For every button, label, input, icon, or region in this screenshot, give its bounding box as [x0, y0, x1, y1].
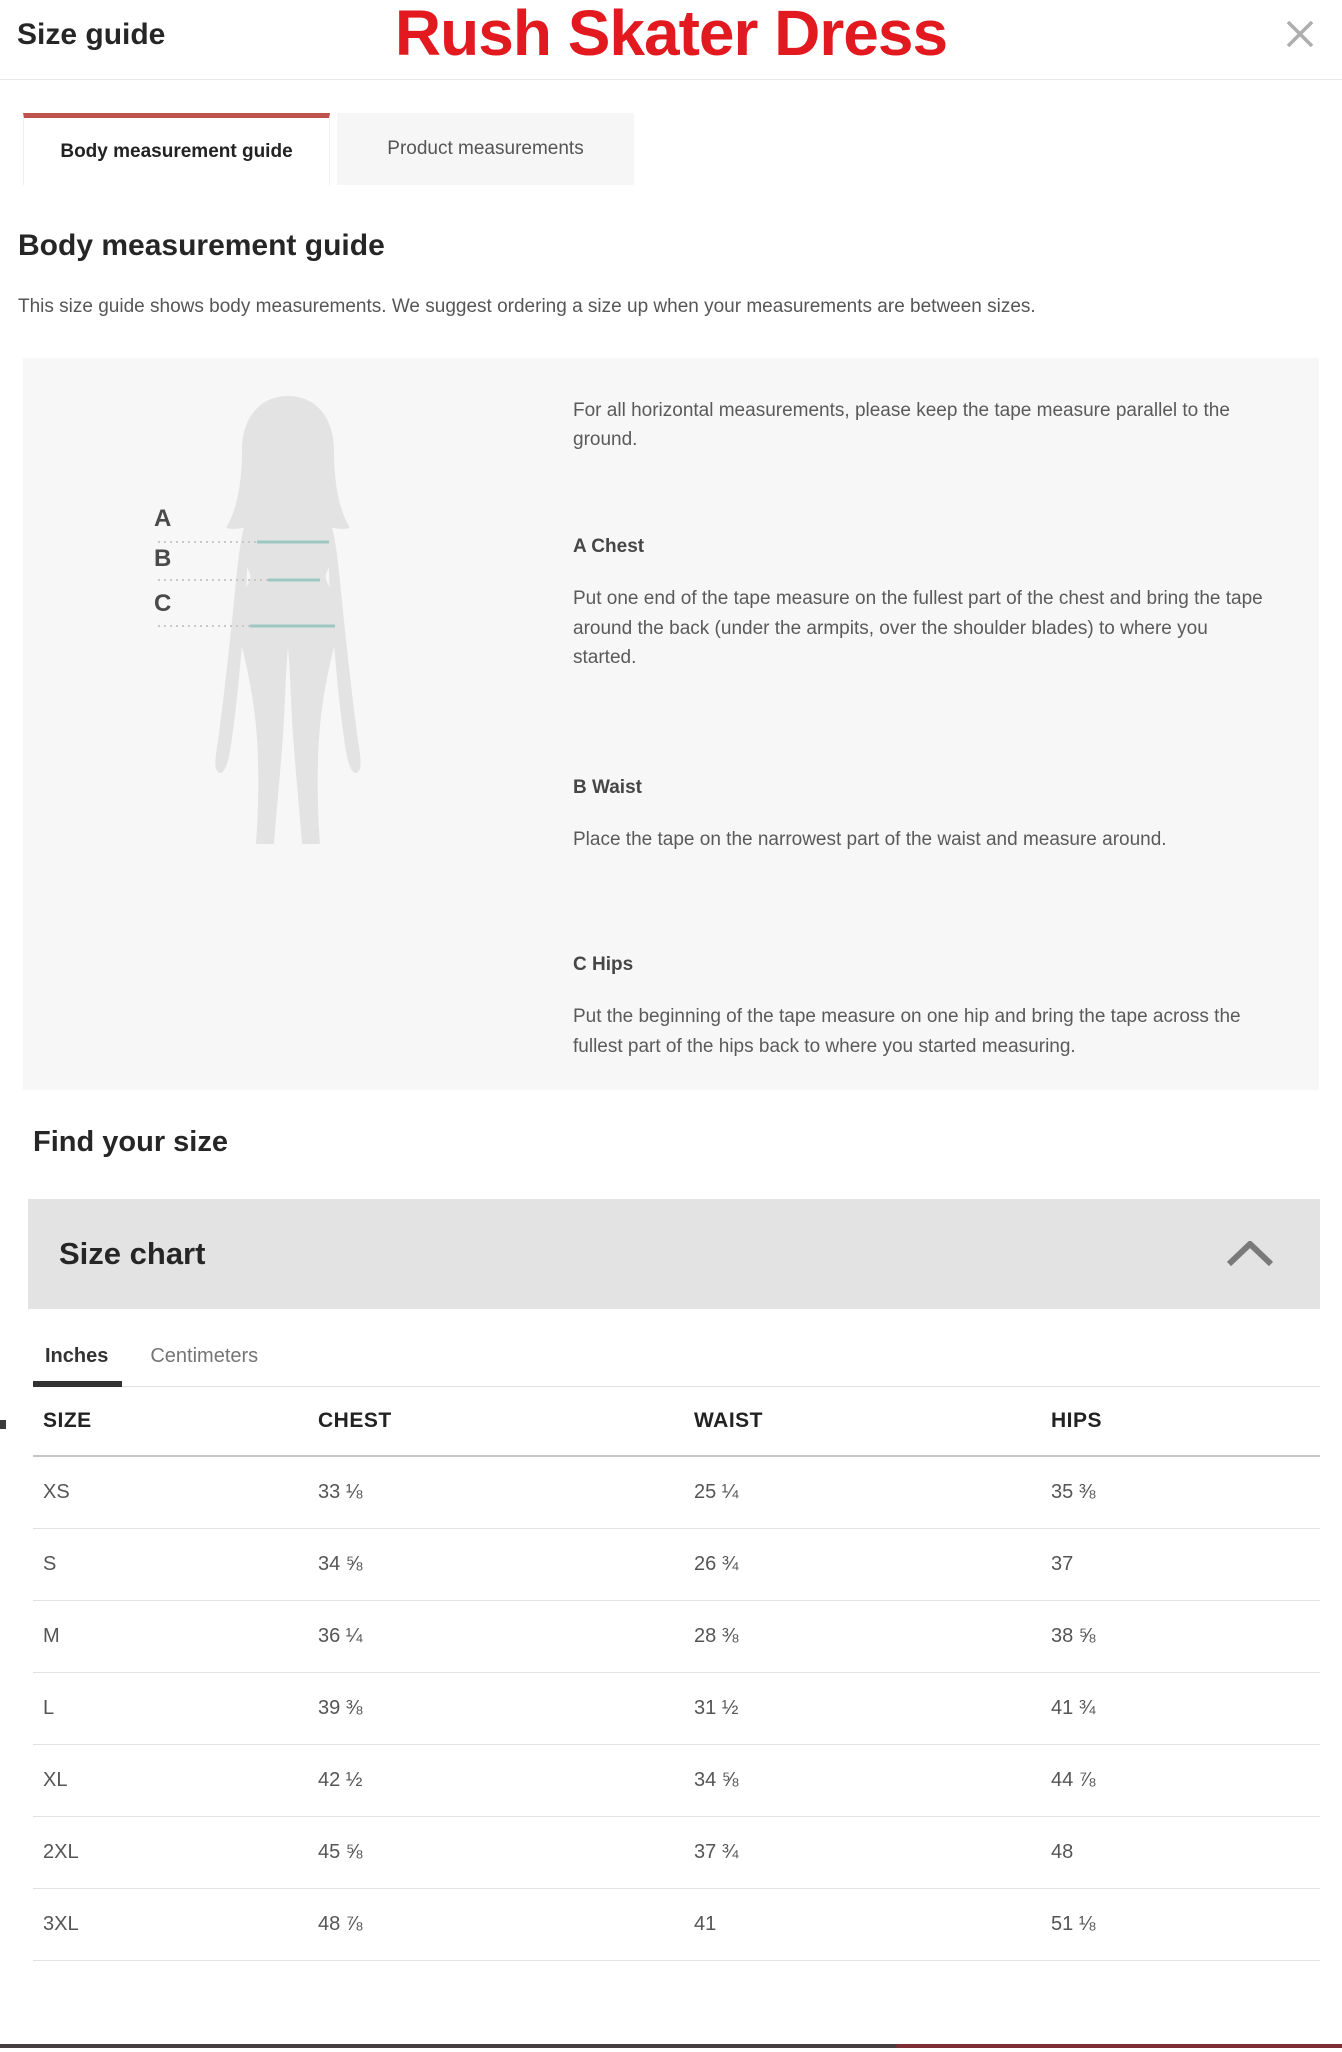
size-chart-table — [33, 1387, 1320, 1961]
hips-cell: 51 ⅛ — [1051, 1912, 1096, 1935]
chest-cell: 42 ½ — [318, 1768, 363, 1791]
hips-cell: 48 — [1051, 1840, 1074, 1863]
figure-label-b: B — [154, 544, 172, 572]
chest-cell: 45 ⅝ — [318, 1840, 363, 1863]
col-header-hips: HIPS — [1051, 1408, 1103, 1432]
waist-section — [573, 777, 1273, 854]
table-row — [33, 1817, 1320, 1889]
tab-body-measurement-guide[interactable]: Body measurement guide — [23, 113, 330, 185]
table-row — [33, 1745, 1320, 1817]
waist-section-text: Place the tape on the narrowest part of the waist and measure around. — [573, 828, 1167, 850]
size-cell: 3XL — [43, 1912, 79, 1935]
chest-cell: 39 ⅜ — [318, 1696, 363, 1719]
bottom-divider — [0, 2044, 1342, 2048]
hips-cell: 37 — [1051, 1552, 1074, 1575]
chest-cell: 48 ⅞ — [318, 1912, 363, 1935]
chest-cell: 34 ⅝ — [318, 1552, 363, 1575]
hips-cell: 35 ⅜ — [1051, 1480, 1096, 1503]
waist-cell: 31 ½ — [694, 1696, 739, 1719]
size-cell: 2XL — [43, 1840, 79, 1863]
body-guide-heading: Body measurement guide — [18, 229, 385, 262]
tape-measure-note: For all horizontal measurements, please keep the tape measure parallel to the ground. — [573, 399, 1230, 450]
hips-section-text: Put the beginning of the tape measure on one hip and bring the tape across the fullest part of the hips back to where you started measuring. — [573, 1006, 1241, 1057]
chest-cell: 36 ¼ — [318, 1624, 363, 1647]
unit-tabs — [33, 1337, 1320, 1387]
size-cell: XS — [43, 1480, 70, 1503]
table-row — [33, 1529, 1320, 1601]
col-header-waist: WAIST — [694, 1408, 763, 1432]
chest-cell: 33 ⅛ — [318, 1480, 363, 1503]
modal-header — [0, 0, 1342, 80]
table-row — [33, 1673, 1320, 1745]
guide-tabs — [23, 113, 1319, 185]
chest-section-title: A Chest — [573, 536, 645, 558]
hips-cell: 41 ¾ — [1051, 1696, 1096, 1719]
unit-tab-centimeters[interactable]: Centimeters — [150, 1344, 259, 1367]
waist-cell: 34 ⅝ — [694, 1768, 739, 1791]
table-row — [33, 1457, 1320, 1529]
chest-section — [573, 536, 1273, 672]
screen-edge-artifact — [0, 1420, 6, 1429]
hips-section-title: C Hips — [573, 954, 634, 976]
size-cell: L — [43, 1696, 55, 1719]
figure-label-c: C — [154, 589, 172, 617]
waist-cell: 28 ⅜ — [694, 1624, 739, 1647]
table-header-row — [33, 1387, 1320, 1457]
size-cell: XL — [43, 1768, 68, 1791]
measurement-instructions — [573, 396, 1273, 1062]
waist-cell: 25 ¼ — [694, 1480, 739, 1503]
unit-tab-inches[interactable]: Inches — [33, 1337, 122, 1387]
figure-label-a: A — [154, 504, 172, 532]
col-header-size: SIZE — [43, 1408, 92, 1432]
close-icon — [1282, 16, 1318, 52]
waist-section-title: B Waist — [573, 776, 642, 798]
body-guide-intro: This size guide shows body measurements. We suggest ordering a size up when your measurements are between sizes. — [18, 296, 1036, 317]
size-chart-title: Size chart — [59, 1235, 206, 1271]
measurement-panel — [23, 358, 1319, 1090]
size-chart-accordion-header[interactable] — [28, 1199, 1320, 1309]
body-silhouette-figure — [140, 396, 440, 866]
table-row — [33, 1889, 1320, 1961]
modal-title: Size guide — [17, 18, 166, 51]
size-cell: M — [43, 1624, 60, 1647]
waist-cell: 37 ¾ — [694, 1840, 739, 1863]
waist-cell: 26 ¾ — [694, 1552, 739, 1575]
chevron-up-icon — [1226, 1241, 1274, 1267]
hips-cell: 44 ⅞ — [1051, 1768, 1096, 1791]
waist-cell: 41 — [694, 1912, 717, 1935]
hips-cell: 38 ⅝ — [1051, 1624, 1096, 1647]
hips-section — [573, 954, 1273, 1061]
tab-product-measurements[interactable]: Product measurements — [337, 113, 634, 185]
size-cell: S — [43, 1552, 57, 1575]
col-header-chest: CHEST — [318, 1408, 392, 1432]
table-row — [33, 1601, 1320, 1673]
find-your-size-heading: Find your size — [33, 1125, 228, 1158]
product-title: Rush Skater Dress — [394, 0, 948, 69]
chest-section-text: Put one end of the tape measure on the fullest part of the chest and bring the tape around the back (under the armpits, over the shoulder blades) to where you started. — [573, 588, 1263, 669]
close-button[interactable] — [1282, 16, 1318, 52]
